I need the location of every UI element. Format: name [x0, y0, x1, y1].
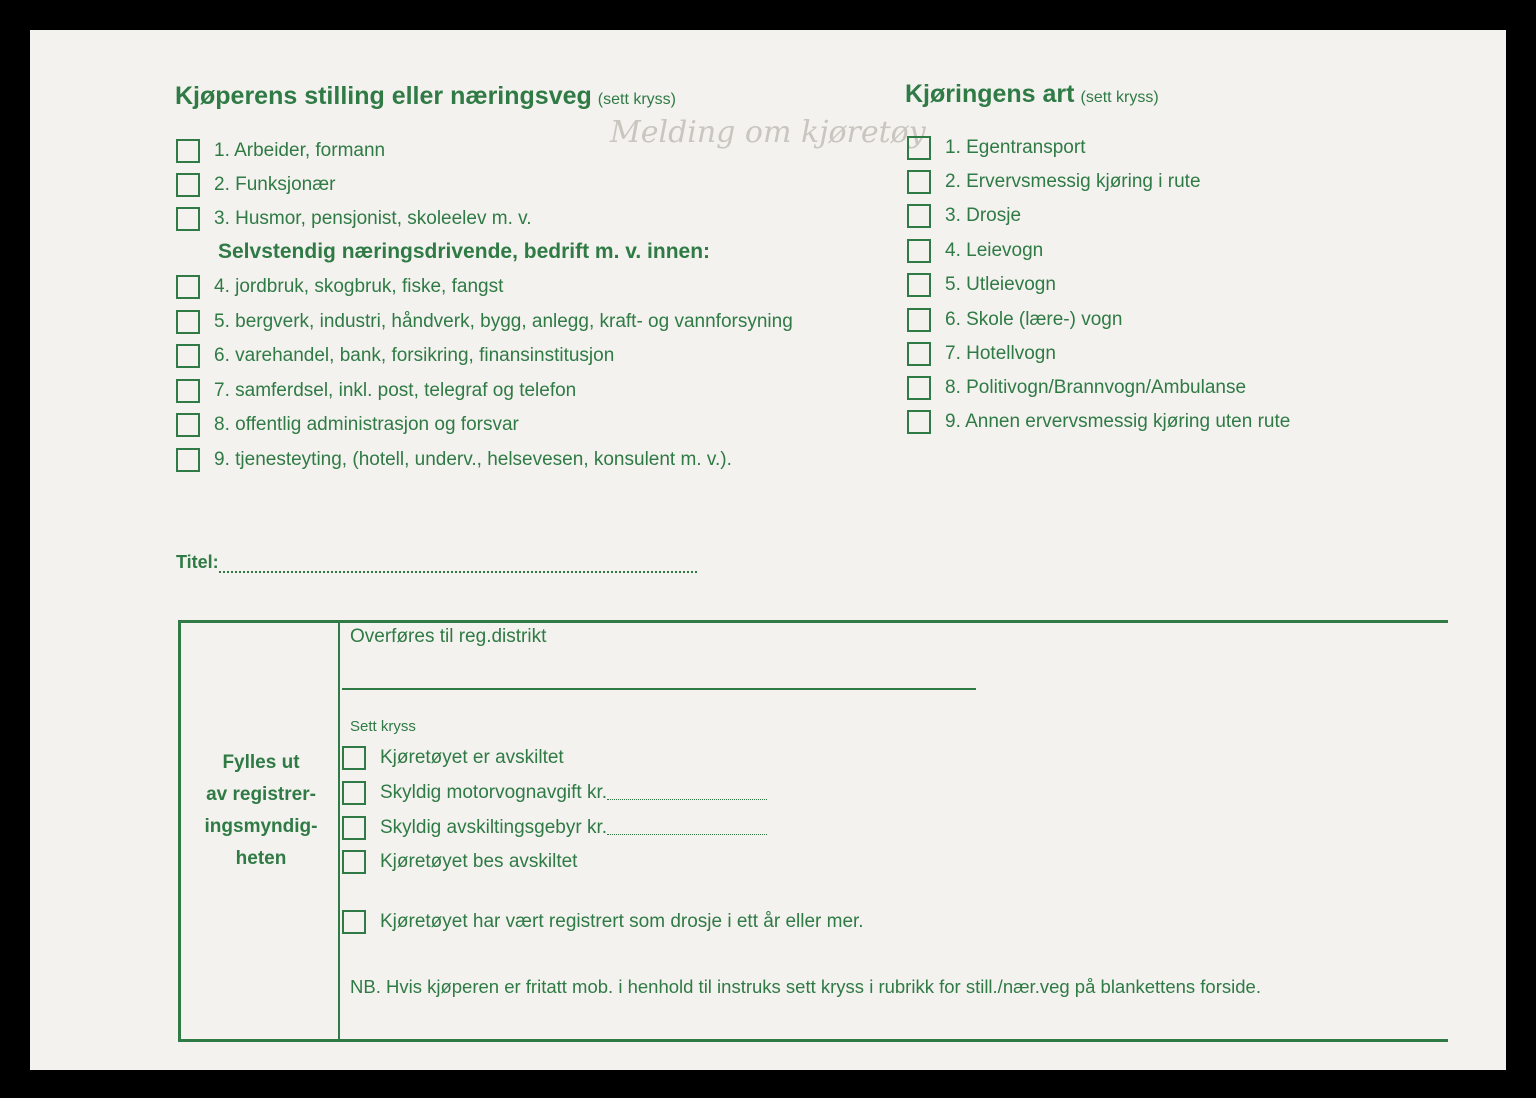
side-label-line: av registrer-	[206, 784, 316, 805]
checkbox[interactable]	[176, 448, 200, 472]
option-label: Kjøretøyet bes avskiltet	[380, 851, 578, 872]
checkbox[interactable]	[342, 850, 366, 874]
checkbox[interactable]	[176, 379, 200, 403]
check-deregistered[interactable]	[342, 746, 564, 770]
amount-dotted-line[interactable]	[607, 822, 767, 835]
checkbox[interactable]	[176, 173, 200, 197]
checkbox[interactable]	[342, 746, 366, 770]
checkbox[interactable]	[176, 207, 200, 231]
driving-option-2[interactable]	[907, 170, 1201, 194]
option-label: Kjøretøyet er avskiltet	[380, 747, 564, 768]
occupation-option-3[interactable]	[176, 207, 532, 231]
driving-option-8[interactable]	[907, 376, 1246, 400]
driving-option-5[interactable]	[907, 273, 1056, 297]
driving-option-1[interactable]	[907, 136, 1085, 160]
show-through-mark: Melding om kjøretøy	[610, 115, 926, 150]
transfer-district-line[interactable]	[342, 688, 976, 690]
amount-dotted-line[interactable]	[607, 787, 767, 800]
checkbox[interactable]	[907, 410, 931, 434]
option-label: 4. Leievogn	[945, 240, 1044, 261]
checkbox[interactable]	[907, 308, 931, 332]
checkbox[interactable]	[342, 781, 366, 805]
checkbox[interactable]	[907, 204, 931, 228]
checkbox[interactable]	[342, 816, 366, 840]
self-employed-subheading: Selvstendig næringsdrivende, bedrift m. v. innen:	[218, 240, 711, 263]
option-label: 7. Hotellvogn	[945, 343, 1056, 364]
title-dotted-line[interactable]	[219, 557, 697, 573]
option-label: 4. jordbruk, skogbruk, fiske, fangst	[214, 276, 504, 297]
checkbox[interactable]	[907, 170, 931, 194]
checkbox[interactable]	[176, 275, 200, 299]
occupation-option-4[interactable]	[176, 275, 503, 299]
transfer-district-label: Overføres til reg.distrikt	[350, 626, 547, 647]
occupation-option-6[interactable]	[176, 344, 614, 368]
checkbox[interactable]	[907, 342, 931, 366]
driving-option-9[interactable]	[907, 410, 1290, 434]
driving-option-3[interactable]	[907, 204, 1021, 228]
option-label: Kjøretøyet har vært registrert som drosje i ett år eller mer.	[380, 911, 864, 932]
box-divider	[338, 620, 340, 1040]
option-label: 8. Politivogn/Brannvogn/Ambulanse	[945, 377, 1247, 398]
buyer-occupation-hint: (sett kryss)	[597, 91, 676, 108]
driving-option-4[interactable]	[907, 239, 1043, 263]
option-label: 1. Egentransport	[945, 137, 1086, 158]
option-label: 6. varehandel, bank, forsikring, finansinstitusjon	[214, 345, 615, 366]
option-label: 2. Ervervsmessig kjøring i rute	[945, 171, 1201, 192]
occupation-option-7[interactable]	[176, 379, 576, 403]
option-label: 5. bergverk, industri, håndverk, bygg, anlegg, kraft- og vannforsyning	[214, 311, 793, 332]
occupation-option-8[interactable]	[176, 413, 519, 437]
buyer-occupation-title: Kjøperens stilling eller næringsveg	[175, 82, 592, 110]
occupation-option-2[interactable]	[176, 173, 335, 197]
check-taxi-one-year[interactable]	[342, 910, 864, 934]
side-label-line: ingsmyndig-	[204, 816, 318, 837]
driving-type-title: Kjøringens art	[905, 80, 1075, 108]
checkbox[interactable]	[176, 344, 200, 368]
driving-type-heading	[905, 80, 1159, 109]
option-label: 3. Drosje	[945, 205, 1022, 226]
option-label: 9. tjenesteyting, (hotell, underv., helsevesen, konsulent m. v.).	[214, 449, 732, 470]
checkbox[interactable]	[176, 139, 200, 163]
check-motor-tax[interactable]	[342, 781, 767, 805]
occupation-option-5[interactable]	[176, 310, 793, 334]
option-label: 1. Arbeider, formann	[214, 140, 386, 161]
option-label: 2. Funksjonær	[214, 174, 336, 195]
checkbox[interactable]	[342, 910, 366, 934]
option-label: 6. Skole (lære-) vogn	[945, 309, 1123, 330]
nb-note: NB. Hvis kjøperen er fritatt mob. i henhold til instruks sett kryss i rubrikk for still./nær.veg på blankettens forside.	[350, 976, 1261, 997]
checkbox[interactable]	[907, 273, 931, 297]
checkbox[interactable]	[907, 376, 931, 400]
fill-by-authority-label	[196, 747, 326, 875]
option-label: 7. samferdsel, inkl. post, telegraf og telefon	[214, 380, 577, 401]
option-label: 9. Annen ervervsmessig kjøring uten rute	[945, 411, 1291, 432]
side-label-line: heten	[235, 848, 287, 869]
check-deregistration-fee[interactable]	[342, 816, 767, 840]
driving-option-6[interactable]	[907, 308, 1122, 332]
option-label: Skyldig avskiltingsgebyr kr.	[380, 817, 608, 838]
sett-kryss-label: Sett kryss	[350, 718, 416, 735]
occupation-option-1[interactable]	[176, 139, 385, 163]
checkbox[interactable]	[176, 310, 200, 334]
option-label: Skyldig motorvognavgift kr.	[380, 782, 608, 803]
buyer-occupation-heading	[175, 82, 676, 111]
title-field[interactable]	[176, 552, 697, 573]
checkbox[interactable]	[176, 413, 200, 437]
title-label: Titel:	[176, 552, 219, 572]
side-label-line: Fylles ut	[222, 752, 300, 773]
occupation-option-9[interactable]	[176, 448, 732, 472]
checkbox[interactable]	[907, 239, 931, 263]
driving-option-7[interactable]	[907, 342, 1056, 366]
check-request-deregistration[interactable]	[342, 850, 577, 874]
driving-type-hint: (sett kryss)	[1080, 89, 1159, 106]
option-label: 8. offentlig administrasjon og forsvar	[214, 414, 519, 435]
option-label: 5. Utleievogn	[945, 274, 1056, 295]
checkbox[interactable]	[907, 136, 931, 160]
option-label: 3. Husmor, pensjonist, skoleelev m. v.	[214, 208, 532, 229]
